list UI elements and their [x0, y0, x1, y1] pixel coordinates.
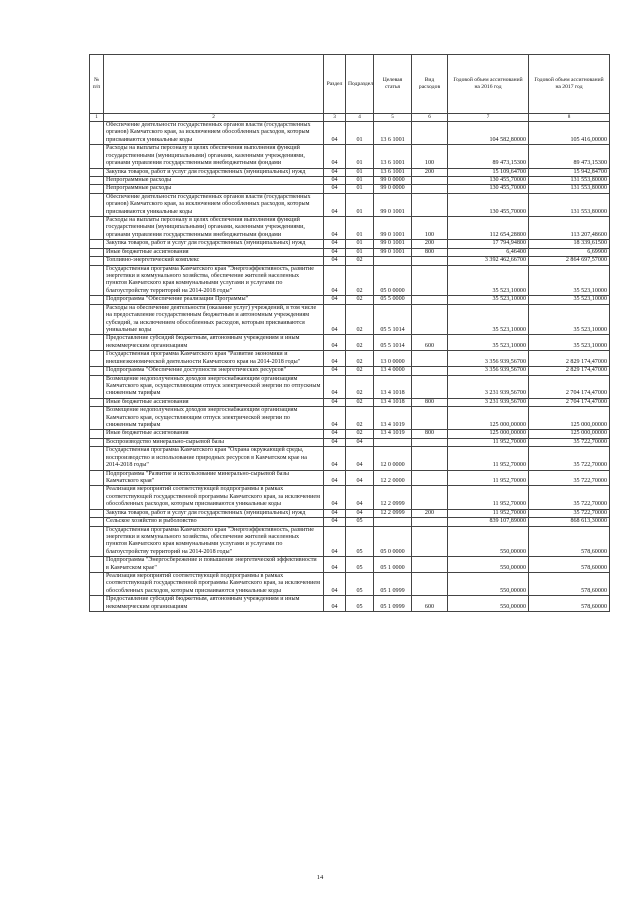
- col-expense-type-header: Вид расходов: [412, 55, 448, 114]
- section-code: 04: [324, 168, 346, 176]
- subsection-code: 05: [346, 526, 374, 557]
- target-article: 13 4 1018: [374, 398, 412, 406]
- section-code: 04: [324, 185, 346, 193]
- num-cell: [90, 447, 104, 470]
- expense-name: Топливно-энергетический комплекс: [104, 257, 324, 265]
- num-cell: [90, 296, 104, 304]
- table-row: [90, 557, 610, 573]
- subsection-code: 01: [346, 217, 374, 240]
- expense-name: Расходы на выплаты персоналу в целях обеспечения выполнения функций государственными (муниципальными) органами, казенными учреждениями, органами управления государственными внебюджетными фондами: [104, 145, 324, 168]
- subsection-code: 02: [346, 296, 374, 304]
- num-cell: [90, 240, 104, 248]
- expense-name: Государственная программа Камчатского края "Энергоэффективность, развитие энергетики и коммунального хозяйства, обеспечение жителей населенных пунктов Камчатского края коммунальными услугами и услугами по благоустройству территорий на 2014-2018 годы": [104, 265, 324, 296]
- num-cell: [90, 176, 104, 184]
- amount-2017: 2 704 174,47000: [529, 398, 610, 406]
- amount-2016: 89 473,15300: [448, 145, 529, 168]
- num-cell: [90, 486, 104, 509]
- amount-2016: 3 356 939,56700: [448, 351, 529, 367]
- amount-2016: 130 455,70000: [448, 185, 529, 193]
- amount-2017: 578,60000: [529, 596, 610, 612]
- subsection-code: 02: [346, 351, 374, 367]
- amount-2017: 18 339,61500: [529, 240, 610, 248]
- amount-2016: 550,00000: [448, 573, 529, 596]
- section-code: 04: [324, 351, 346, 367]
- amount-2016: 3 231 939,56700: [448, 398, 529, 406]
- table-row: [90, 335, 610, 351]
- amount-2016: 35 523,10000: [448, 304, 529, 335]
- expense-name: Подпрограмма "Обеспечение доступности энергетических ресурсов": [104, 367, 324, 375]
- subsection-code: 01: [346, 248, 374, 256]
- section-code: 04: [324, 526, 346, 557]
- expense-type: 100: [412, 145, 448, 168]
- column-numbers-row: [90, 114, 610, 122]
- amount-2016: 104 582,80000: [448, 122, 529, 145]
- subsection-code: 04: [346, 447, 374, 470]
- expense-type: [412, 573, 448, 596]
- num-cell: [90, 398, 104, 406]
- expense-type: [412, 447, 448, 470]
- target-article: 99 0 1001: [374, 240, 412, 248]
- target-article: 05 1 0000: [374, 557, 412, 573]
- expense-type: [412, 367, 448, 375]
- amount-2016: 11 952,70000: [448, 470, 529, 486]
- expense-name: Обеспечение деятельности государственных органов власти (государственных органов) Камчатского края, за исключением обособленных расходов, которым присваиваются уникальные коды: [104, 122, 324, 145]
- num-cell: [90, 573, 104, 596]
- section-code: 04: [324, 193, 346, 216]
- expense-name: Государственная программа Камчатского края "Развитие экономики и внешнеэкономической деятельности Камчатского края на 2014-2018 годы": [104, 351, 324, 367]
- section-code: 04: [324, 573, 346, 596]
- expense-name: Иные бюджетные ассигнования: [104, 430, 324, 438]
- amount-2016: 35 523,10000: [448, 335, 529, 351]
- amount-2016: 130 455,70000: [448, 176, 529, 184]
- subsection-code: 02: [346, 335, 374, 351]
- num-cell: [90, 509, 104, 517]
- table-row: [90, 526, 610, 557]
- table-row: [90, 447, 610, 470]
- amount-2016: 3 231 939,56700: [448, 375, 529, 398]
- table-row: [90, 438, 610, 446]
- col-article-header: Целевая статья: [374, 55, 412, 114]
- amount-2016: 35 523,10000: [448, 296, 529, 304]
- expense-type: 600: [412, 335, 448, 351]
- section-code: 04: [324, 518, 346, 526]
- num-cell: [90, 122, 104, 145]
- section-code: 04: [324, 265, 346, 296]
- amount-2016: 550,00000: [448, 526, 529, 557]
- subsection-code: 04: [346, 486, 374, 509]
- amount-2016: 125 000,00000: [448, 407, 529, 430]
- subsection-code: 02: [346, 398, 374, 406]
- table-row: [90, 257, 610, 265]
- section-code: 04: [324, 438, 346, 446]
- table-row: [90, 430, 610, 438]
- expense-type: [412, 375, 448, 398]
- table-row: [90, 596, 610, 612]
- target-article: 12 2 0000: [374, 470, 412, 486]
- table-row: [90, 470, 610, 486]
- section-code: 04: [324, 304, 346, 335]
- subsection-code: 02: [346, 367, 374, 375]
- subsection-code: 01: [346, 168, 374, 176]
- section-code: 04: [324, 375, 346, 398]
- section-code: 04: [324, 470, 346, 486]
- subsection-code: 05: [346, 518, 374, 526]
- target-article: [374, 518, 412, 526]
- table-row: [90, 304, 610, 335]
- col-number: 5: [374, 114, 412, 122]
- amount-2016: 11 952,70000: [448, 509, 529, 517]
- budget-table: [89, 54, 610, 612]
- table-row: [90, 398, 610, 406]
- expense-name: Предоставление субсидий бюджетным, автономным учреждениям и иным некоммерческим организациям: [104, 596, 324, 612]
- table-row: [90, 407, 610, 430]
- amount-2017: 35 722,70000: [529, 486, 610, 509]
- table-row: [90, 240, 610, 248]
- subsection-code: 01: [346, 176, 374, 184]
- section-code: 04: [324, 596, 346, 612]
- expense-type: [412, 176, 448, 184]
- expense-type: [412, 185, 448, 193]
- expense-name: Обеспечение деятельности государственных органов власти (государственных органов) Камчатского края, за исключением обособленных расходов, которым присваиваются уникальные коды: [104, 193, 324, 216]
- subsection-code: 02: [346, 265, 374, 296]
- section-code: 04: [324, 509, 346, 517]
- section-code: 04: [324, 557, 346, 573]
- num-cell: [90, 335, 104, 351]
- section-code: 04: [324, 176, 346, 184]
- section-code: 04: [324, 145, 346, 168]
- expense-name: Иные бюджетные ассигнования: [104, 248, 324, 256]
- amount-2017: 15 942,84700: [529, 168, 610, 176]
- table-row: [90, 193, 610, 216]
- num-cell: [90, 518, 104, 526]
- subsection-code: 02: [346, 407, 374, 430]
- page-number: 14: [316, 874, 324, 881]
- expense-type: [412, 407, 448, 430]
- expense-name: Подпрограмма "Развитие и использование минерально-сырьевой базы Камчатского края": [104, 470, 324, 486]
- expense-name: Государственная программа Камчатского края "Охрана окружающей среды, воспроизводство и использование природных ресурсов в Камчатском крае на 2014-2018 годы": [104, 447, 324, 470]
- amount-2016: 3 392 462,66700: [448, 257, 529, 265]
- subsection-code: 05: [346, 596, 374, 612]
- amount-2017: 2 864 697,57000: [529, 257, 610, 265]
- target-article: 05 1 0999: [374, 573, 412, 596]
- target-article: 05 1 0999: [374, 596, 412, 612]
- num-cell: [90, 145, 104, 168]
- expense-name: Иные бюджетные ассигнования: [104, 398, 324, 406]
- amount-2017: 35 523,10000: [529, 265, 610, 296]
- target-article: 12 0 0000: [374, 447, 412, 470]
- expense-name: Закупка товаров, работ и услуг для государственных (муниципальных) нужд: [104, 168, 324, 176]
- subsection-code: 01: [346, 122, 374, 145]
- target-article: 13 4 0000: [374, 367, 412, 375]
- expense-name: Подпрограмма "Энергосбережение и повышение энергетической эффективности в Камчатском крае": [104, 557, 324, 573]
- num-cell: [90, 430, 104, 438]
- expense-name: Возмещение недополученных доходов энергоснабжающим организациям Камчатского края, осуществляющим отпуск электрической энергии по отпускным сниженным тарифам: [104, 375, 324, 398]
- expense-type: 800: [412, 248, 448, 256]
- section-code: 04: [324, 248, 346, 256]
- subsection-code: 01: [346, 185, 374, 193]
- amount-2017: 131 553,80000: [529, 193, 610, 216]
- target-article: 05 0 0000: [374, 265, 412, 296]
- col-2016-header: Годовой объем ассигнований на 2016 год: [448, 55, 529, 114]
- amount-2016: 112 654,28800: [448, 217, 529, 240]
- target-article: 13 4 1018: [374, 375, 412, 398]
- target-article: 13 6 1001: [374, 145, 412, 168]
- table-row: [90, 486, 610, 509]
- col-number: 7: [448, 114, 529, 122]
- amount-2017: 578,60000: [529, 573, 610, 596]
- expense-type: 600: [412, 596, 448, 612]
- expense-type: 200: [412, 509, 448, 517]
- header-row: [90, 55, 610, 114]
- amount-2017: 113 207,48600: [529, 217, 610, 240]
- section-code: 04: [324, 122, 346, 145]
- num-cell: [90, 185, 104, 193]
- target-article: 99 0 0000: [374, 176, 412, 184]
- table-body: [90, 122, 610, 612]
- col-number: 2: [104, 114, 324, 122]
- expense-name: Непрограммные расходы: [104, 176, 324, 184]
- subsection-code: 05: [346, 573, 374, 596]
- table-row: [90, 176, 610, 184]
- section-code: 04: [324, 240, 346, 248]
- target-article: 99 0 1001: [374, 193, 412, 216]
- num-cell: [90, 438, 104, 446]
- amount-2017: 2 704 174,47000: [529, 375, 610, 398]
- target-article: [374, 257, 412, 265]
- expense-name: Расходы на обеспечение деятельности (оказание услуг) учреждений, в том числе на предоставление государственным бюджетным и автономным учреждениям субсидий, за исключением обособленных расходов, которым присваиваются уникальные коды: [104, 304, 324, 335]
- amount-2017: 35 523,10000: [529, 304, 610, 335]
- expense-type: [412, 470, 448, 486]
- target-article: 05 5 1014: [374, 335, 412, 351]
- expense-type: 200: [412, 240, 448, 248]
- amount-2016: 11 952,70000: [448, 486, 529, 509]
- target-article: 99 0 1001: [374, 248, 412, 256]
- target-article: 12 2 0999: [374, 509, 412, 517]
- amount-2017: 35 523,10000: [529, 335, 610, 351]
- col-num-header: № п/п: [90, 55, 104, 114]
- target-article: 12 2 0999: [374, 486, 412, 509]
- amount-2016: 550,00000: [448, 596, 529, 612]
- amount-2017: 125 000,00000: [529, 430, 610, 438]
- target-article: [374, 438, 412, 446]
- col-number: 3: [324, 114, 346, 122]
- expense-type: [412, 518, 448, 526]
- table-row: [90, 351, 610, 367]
- amount-2017: 578,60000: [529, 526, 610, 557]
- table-row: [90, 217, 610, 240]
- subsection-code: 02: [346, 375, 374, 398]
- col-subsection-header: Подраздел: [346, 55, 374, 114]
- num-cell: [90, 257, 104, 265]
- expense-type: [412, 193, 448, 216]
- amount-2017: 2 829 174,47000: [529, 367, 610, 375]
- table-row: [90, 145, 610, 168]
- num-cell: [90, 265, 104, 296]
- table-row: [90, 518, 610, 526]
- num-cell: [90, 248, 104, 256]
- amount-2016: 17 794,94800: [448, 240, 529, 248]
- expense-name: Воспроизводство минерально-сырьевой базы: [104, 438, 324, 446]
- expense-name: Государственная программа Камчатского края "Энергоэффективность, развитие энергетики и коммунального хозяйства, обеспечение жителей населенных пунктов Камчатского края коммунальными услугами и услугами по благоустройству территорий на 2014-2018 годы": [104, 526, 324, 557]
- expense-type: [412, 304, 448, 335]
- expense-type: [412, 122, 448, 145]
- expense-type: [412, 557, 448, 573]
- table-row: [90, 185, 610, 193]
- amount-2017: 35 722,70000: [529, 438, 610, 446]
- target-article: 13 4 1019: [374, 430, 412, 438]
- amount-2017: 125 000,00000: [529, 407, 610, 430]
- amount-2016: 6,46400: [448, 248, 529, 256]
- num-cell: [90, 375, 104, 398]
- section-code: 04: [324, 486, 346, 509]
- expense-type: [412, 257, 448, 265]
- amount-2016: 11 952,70000: [448, 438, 529, 446]
- target-article: 13 6 1001: [374, 122, 412, 145]
- col-section-header: Раздел: [324, 55, 346, 114]
- amount-2017: 2 829 174,47000: [529, 351, 610, 367]
- num-cell: [90, 304, 104, 335]
- num-cell: [90, 596, 104, 612]
- expense-name: Предоставление субсидий бюджетным, автономным учреждениям и иным некоммерческим организациям: [104, 335, 324, 351]
- amount-2017: 35 523,10000: [529, 296, 610, 304]
- subsection-code: 01: [346, 240, 374, 248]
- target-article: 13 6 1001: [374, 168, 412, 176]
- col-number: 6: [412, 114, 448, 122]
- subsection-code: 02: [346, 304, 374, 335]
- col-number: 1: [90, 114, 104, 122]
- target-article: 05 0 0000: [374, 526, 412, 557]
- amount-2016: 550,00000: [448, 557, 529, 573]
- amount-2017: 35 722,70000: [529, 509, 610, 517]
- amount-2017: 868 613,30000: [529, 518, 610, 526]
- amount-2017: 131 553,80000: [529, 185, 610, 193]
- table-row: [90, 573, 610, 596]
- target-article: 05 5 1014: [374, 304, 412, 335]
- amount-2016: 125 000,00000: [448, 430, 529, 438]
- table-row: [90, 248, 610, 256]
- subsection-code: 04: [346, 438, 374, 446]
- expense-name: Закупка товаров, работ и услуг для государственных (муниципальных) нужд: [104, 509, 324, 517]
- col-2017-header: Годовой объем ассигнований на 2017 год: [529, 55, 610, 114]
- subsection-code: 02: [346, 430, 374, 438]
- table-row: [90, 122, 610, 145]
- amount-2016: 35 523,10000: [448, 265, 529, 296]
- amount-2017: 6,69900: [529, 248, 610, 256]
- amount-2016: 15 109,64700: [448, 168, 529, 176]
- num-cell: [90, 526, 104, 557]
- section-code: 04: [324, 296, 346, 304]
- expense-name: Реализация мероприятий соответствующей подпрограммы в рамках соответствующей государственной программы Камчатского края, за исключением обособленных расходов, которым присваиваются уникальные коды: [104, 573, 324, 596]
- target-article: 13 4 1019: [374, 407, 412, 430]
- expense-type: 200: [412, 168, 448, 176]
- num-cell: [90, 407, 104, 430]
- num-cell: [90, 351, 104, 367]
- table-row: [90, 509, 610, 517]
- expense-name: Непрограммные расходы: [104, 185, 324, 193]
- col-name-header: [104, 55, 324, 114]
- table-row: [90, 367, 610, 375]
- expense-type: [412, 526, 448, 557]
- section-code: 04: [324, 430, 346, 438]
- expense-type: 800: [412, 430, 448, 438]
- expense-type: 800: [412, 398, 448, 406]
- section-code: 04: [324, 335, 346, 351]
- table-row: [90, 296, 610, 304]
- table-row: [90, 168, 610, 176]
- amount-2017: 35 722,70000: [529, 447, 610, 470]
- expense-type: [412, 438, 448, 446]
- expense-type: [412, 296, 448, 304]
- section-code: 04: [324, 217, 346, 240]
- table-row: [90, 265, 610, 296]
- col-number: 4: [346, 114, 374, 122]
- subsection-code: 04: [346, 509, 374, 517]
- expense-name: Сельское хозяйство и рыболовство: [104, 518, 324, 526]
- amount-2017: 578,60000: [529, 557, 610, 573]
- expense-type: [412, 351, 448, 367]
- expense-type: [412, 265, 448, 296]
- table-row: [90, 375, 610, 398]
- num-cell: [90, 470, 104, 486]
- subsection-code: 02: [346, 257, 374, 265]
- expense-name: Подпрограмма "Обеспечение реализации Программы": [104, 296, 324, 304]
- amount-2016: 3 356 939,56700: [448, 367, 529, 375]
- subsection-code: 05: [346, 557, 374, 573]
- amount-2016: 839 107,89000: [448, 518, 529, 526]
- expense-name: Реализация мероприятий соответствующей подпрограммы в рамках соответствующей государственной программы Камчатского края, за исключением обособленных расходов, которым присваиваются уникальные коды: [104, 486, 324, 509]
- subsection-code: 01: [346, 145, 374, 168]
- section-code: 04: [324, 407, 346, 430]
- section-code: 04: [324, 447, 346, 470]
- target-article: 13 0 0000: [374, 351, 412, 367]
- subsection-code: 04: [346, 470, 374, 486]
- amount-2017: 89 473,15300: [529, 145, 610, 168]
- expense-name: Закупка товаров, работ и услуг для государственных (муниципальных) нужд: [104, 240, 324, 248]
- expense-name: Возмещение недополученных доходов энергоснабжающим организациям Камчатского края, осуществляющим отпуск электрической энергии по сниженным тарифам: [104, 407, 324, 430]
- num-cell: [90, 217, 104, 240]
- amount-2017: 105 416,00000: [529, 122, 610, 145]
- expense-type: 100: [412, 217, 448, 240]
- num-cell: [90, 367, 104, 375]
- target-article: 99 0 0000: [374, 185, 412, 193]
- num-cell: [90, 193, 104, 216]
- target-article: 05 5 0000: [374, 296, 412, 304]
- expense-name: Расходы на выплаты персоналу в целях обеспечения выполнения функций государственными (муниципальными) органами, казенными учреждениями, органами управления государственными внебюджетными фондами: [104, 217, 324, 240]
- section-code: 04: [324, 398, 346, 406]
- expense-type: [412, 486, 448, 509]
- subsection-code: 01: [346, 193, 374, 216]
- section-code: 04: [324, 257, 346, 265]
- num-cell: [90, 168, 104, 176]
- amount-2016: 130 455,70000: [448, 193, 529, 216]
- amount-2017: 131 553,80000: [529, 176, 610, 184]
- target-article: 99 0 1001: [374, 217, 412, 240]
- amount-2016: 11 952,70000: [448, 447, 529, 470]
- num-cell: [90, 557, 104, 573]
- amount-2017: 35 722,70000: [529, 470, 610, 486]
- section-code: 04: [324, 367, 346, 375]
- col-number: 8: [529, 114, 610, 122]
